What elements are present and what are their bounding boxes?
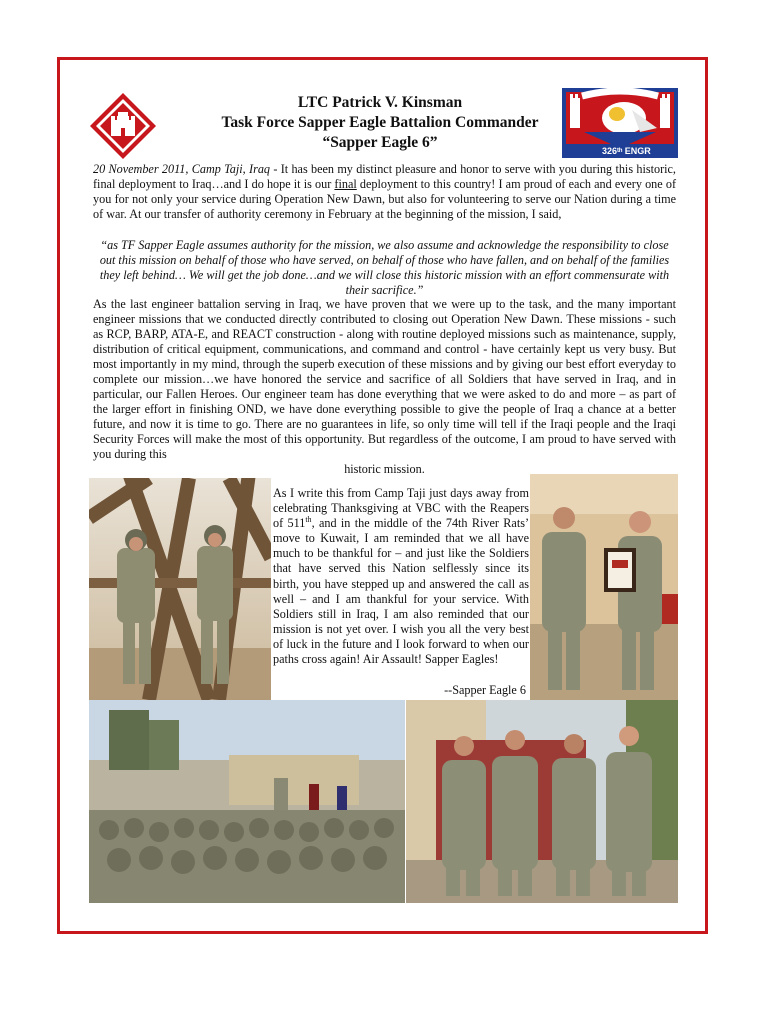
photo-group (406, 700, 678, 903)
intro-text-b: deployment to this country! I am proud of each and every one of you for not only your service during Operation New Dawn, but also for volunteering to serve our Nation during a time of war. At our transfer of authority ceremony in February at the beginning of the mission, I said, (93, 177, 676, 221)
photo-soldiers-truss (89, 478, 271, 700)
intro-text-a: - It has been my distinct pleasure and honor to serve with you during this historic, final deployment to Iraq…and I do hope it is our (93, 162, 676, 191)
commander-title: Task Force Sapper Eagle Battalion Commander (221, 114, 539, 131)
intro-paragraph (93, 162, 676, 222)
photo-formation (89, 700, 405, 903)
signature: --Sapper Eagle 6 (444, 683, 526, 697)
svg-text:326ᵗʰ ENGR: 326ᵗʰ ENGR (602, 146, 651, 156)
mission-paragraph: As the last engineer battalion serving in Iraq, we have proven that we were up to the task, and the many important engineer missions that we conducted directly contributed to closing out Operation New Dawn. These missions - such as RCP, BARP, ATA-E, and REACT construction - along with routine deployed missions such as maintenance, supply, distribution of critical equipment, communications, and command and control - have certainly kept us very busy. But most importantly in my mind, through the superb execution of these missions and by giving our best effort everyday to complete our mission…we have honored the service and sacrifice of all Soldiers that have served in Iraq, and in particular, our Fallen Heroes. Our engineer team has done everything that we were asked to do and more – as part of the larger effort in finishing OND, we have done everything possible to give the people of Iraq a chance at a better future, and now it is time to go. There are no guarantees in life, so only time will tell if the Iraqi people and the Iraqi Security Forces will make the most of this opportunity. But regardless of the outcome, I am proud to have served with you during this (93, 297, 676, 461)
commander-name: LTC Patrick V. Kinsman (297, 94, 463, 111)
ordinal-suffix: th (305, 515, 312, 525)
closing-text-a: As I write this from Camp Taji just days away from celebrating Thanksgiving at VBC with the Reapers of 511 (273, 486, 529, 531)
dateline: 20 November 2011, Camp Taji, Iraq (93, 162, 271, 176)
engineer-castle-logo (89, 92, 157, 160)
mission-paragraph-end: historic mission. (344, 462, 425, 476)
closing-paragraph (273, 486, 529, 667)
call-sign: “Sapper Eagle 6” (322, 134, 438, 151)
header (170, 93, 590, 153)
photo-award-presentation (530, 474, 678, 700)
closing-text-b: , and in the middle of the 74th River Rats’ move to Kuwait, I am reminded that we all have much to be thankful for – and just like the Soldiers that have served this Nation selflessly since its birth, you have stepped up and answered the call as well – and I am thankful for your service. With Soldiers still in Iraq, I am also reminded that our mission is not yet over. I wish you all the very best of luck in the future and I look forward to when our paths cross again! Air Assault! Sapper Eagles! (273, 516, 530, 667)
ceremony-quote: “as TF Sapper Eagle assumes authority for the mission, we also assume and acknowledge the responsibility to close out this mission on behalf of those who have served, on behalf of those who have fallen, and on behalf of the families they left behind… We will get the job done…and we will close this historic mission with an effort commensurate with their sacrifice.” (99, 238, 670, 297)
underlined-word: final (334, 177, 357, 191)
